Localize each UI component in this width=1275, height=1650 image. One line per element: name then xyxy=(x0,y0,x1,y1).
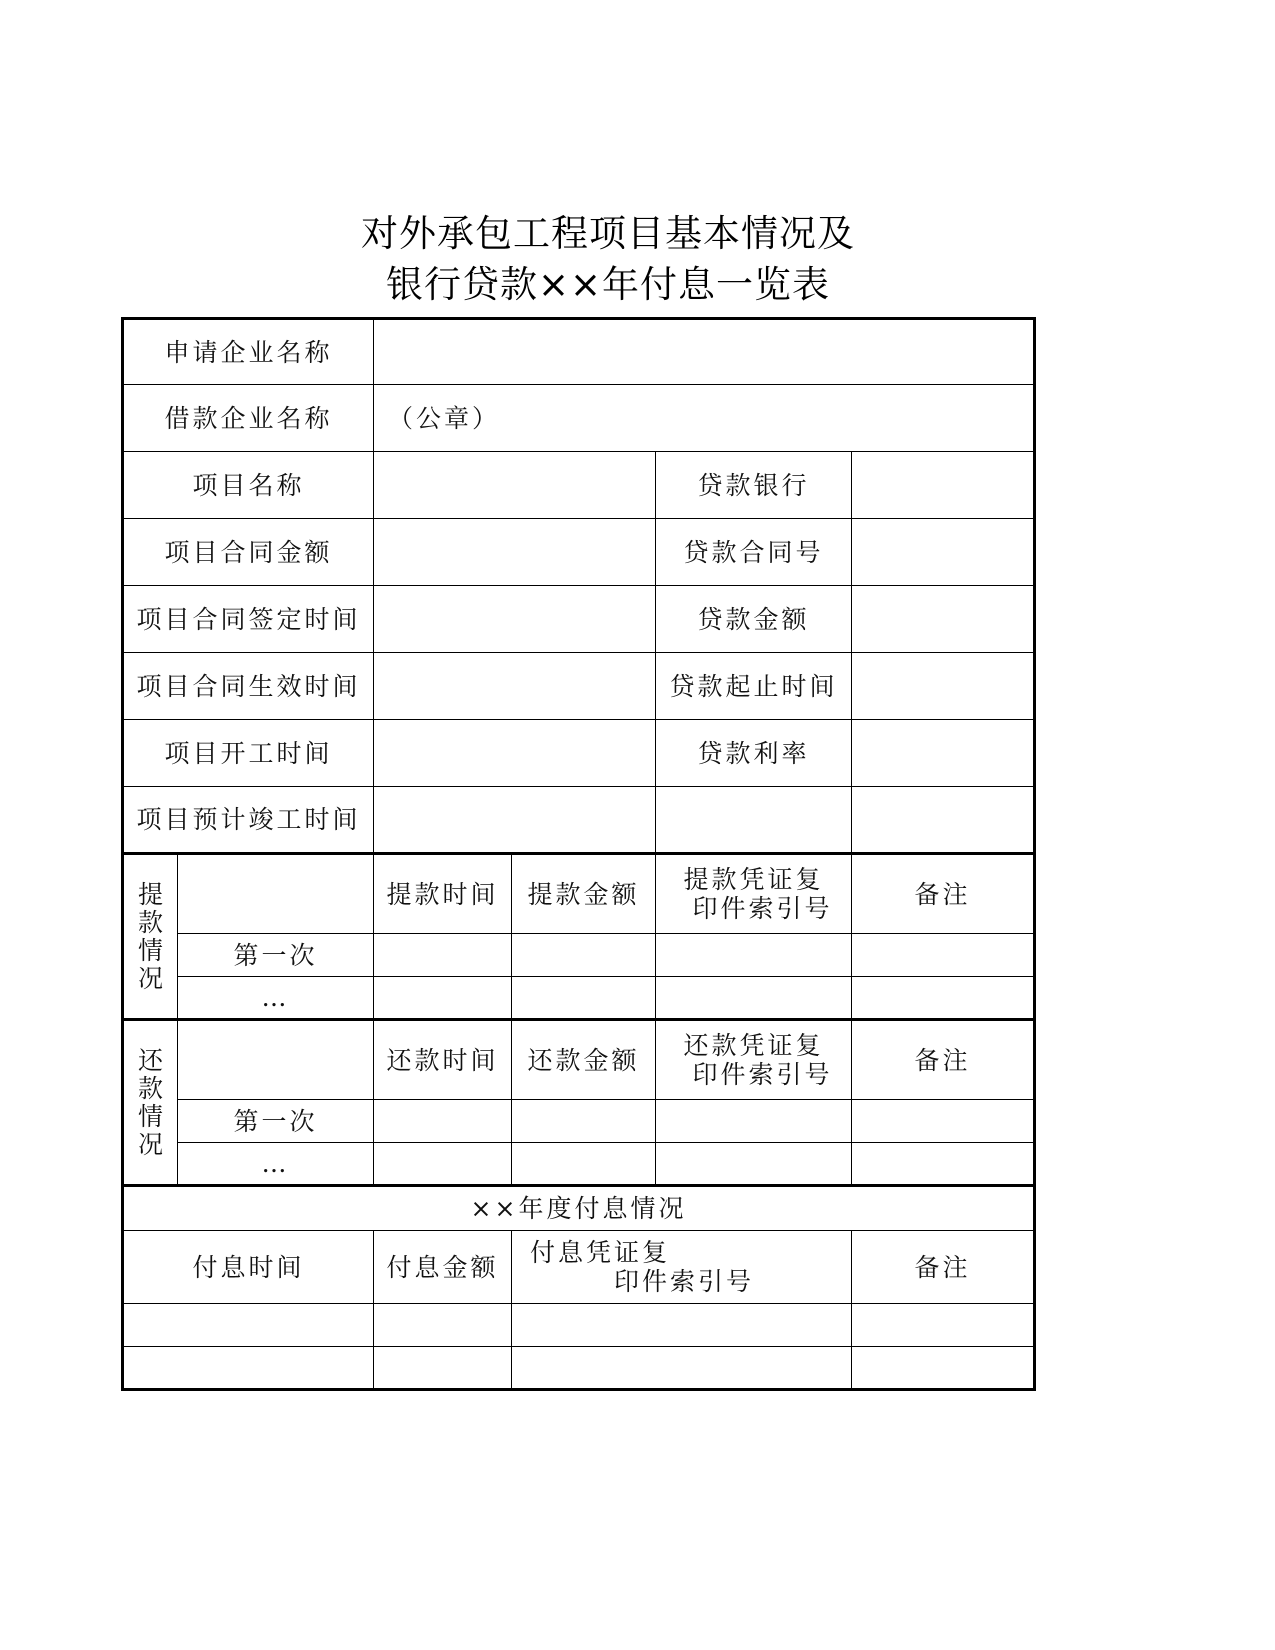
repayment-row-1-label: 第一次 xyxy=(178,1100,374,1143)
withdrawal-row-1-time[interactable] xyxy=(374,934,512,977)
repayment-row-1-amount[interactable] xyxy=(512,1100,656,1143)
withdrawal-section-label: 提款情况 xyxy=(123,854,178,1020)
loan-period-label: 贷款起止时间 xyxy=(656,653,852,720)
applicant-row xyxy=(123,319,1035,385)
withdrawal-row-2-label: … xyxy=(178,977,374,1020)
completion-label: 项目预计竣工时间 xyxy=(123,787,374,854)
repayment-voucher-header: 还款凭证复 印件索引号 xyxy=(656,1020,852,1100)
loan-period-field[interactable] xyxy=(852,653,1035,720)
withdrawal-row-1-voucher[interactable] xyxy=(656,934,852,977)
interest-row-2-voucher[interactable] xyxy=(512,1347,852,1390)
withdrawal-row-2-voucher[interactable] xyxy=(656,977,852,1020)
repayment-row-1 xyxy=(123,1100,1035,1143)
form-title-line-1: 对外承包工程项目基本情况及 xyxy=(361,212,855,255)
project-name-field[interactable] xyxy=(374,452,656,519)
repayment-row-2-remark[interactable] xyxy=(852,1143,1035,1186)
withdrawal-row-2-time[interactable] xyxy=(374,977,512,1020)
interest-voucher-header: 付息凭证复 印件索引号 xyxy=(512,1231,852,1304)
interest-time-header: 付息时间 xyxy=(123,1231,374,1304)
interest-remark-header: 备注 xyxy=(852,1231,1035,1304)
interest-title-row xyxy=(123,1186,1035,1231)
loan-bank-field[interactable] xyxy=(852,452,1035,519)
repayment-row-2 xyxy=(123,1143,1035,1186)
withdrawal-row-1 xyxy=(123,934,1035,977)
repayment-amount-header: 还款金额 xyxy=(512,1020,656,1100)
repayment-row-1-remark[interactable] xyxy=(852,1100,1035,1143)
loan-interest-form xyxy=(121,317,1036,1391)
applicant-label: 申请企业名称 xyxy=(123,319,374,385)
contract-amount-label: 项目合同金额 xyxy=(123,519,374,586)
interest-row-2 xyxy=(123,1347,1035,1390)
interest-row-1-amount[interactable] xyxy=(374,1304,512,1347)
contract-amount-row xyxy=(123,519,1035,586)
repayment-row-1-voucher[interactable] xyxy=(656,1100,852,1143)
repayment-row-2-amount[interactable] xyxy=(512,1143,656,1186)
project-name-row xyxy=(123,452,1035,519)
repayment-remark-header: 备注 xyxy=(852,1020,1035,1100)
withdrawal-blank-header xyxy=(178,854,374,934)
borrower-row xyxy=(123,385,1035,452)
project-name-label: 项目名称 xyxy=(123,452,374,519)
contract-signed-row xyxy=(123,586,1035,653)
applicant-value-field[interactable] xyxy=(374,319,1035,385)
contract-effective-label: 项目合同生效时间 xyxy=(123,653,374,720)
contract-effective-field[interactable] xyxy=(374,653,656,720)
withdrawal-row-1-label: 第一次 xyxy=(178,934,374,977)
contract-signed-field[interactable] xyxy=(374,586,656,653)
withdrawal-amount-header: 提款金额 xyxy=(512,854,656,934)
repayment-time-header: 还款时间 xyxy=(374,1020,512,1100)
loan-amount-label: 贷款金额 xyxy=(656,586,852,653)
interest-section-title: ××年度付息情况 xyxy=(123,1186,1035,1231)
withdrawal-remark-header: 备注 xyxy=(852,854,1035,934)
repayment-blank-header xyxy=(178,1020,374,1100)
repayment-row-2-label: … xyxy=(178,1143,374,1186)
withdrawal-row-2 xyxy=(123,977,1035,1020)
interest-row-2-time[interactable] xyxy=(123,1347,374,1390)
interest-amount-header: 付息金额 xyxy=(374,1231,512,1304)
contract-effective-row xyxy=(123,653,1035,720)
start-time-row xyxy=(123,720,1035,787)
loan-bank-label: 贷款银行 xyxy=(656,452,852,519)
withdrawal-header-row xyxy=(123,854,1035,934)
interest-row-2-amount[interactable] xyxy=(374,1347,512,1390)
withdrawal-row-2-remark[interactable] xyxy=(852,977,1035,1020)
loan-contract-no-field[interactable] xyxy=(852,519,1035,586)
loan-rate-label: 贷款利率 xyxy=(656,720,852,787)
form-title-line-2: 银行贷款××年付息一览表 xyxy=(385,263,830,306)
repayment-header-row xyxy=(123,1020,1035,1100)
withdrawal-row-1-amount[interactable] xyxy=(512,934,656,977)
interest-row-1-time[interactable] xyxy=(123,1304,374,1347)
withdrawal-row-2-amount[interactable] xyxy=(512,977,656,1020)
interest-row-1-remark[interactable] xyxy=(852,1304,1035,1347)
start-time-field[interactable] xyxy=(374,720,656,787)
repayment-row-2-voucher[interactable] xyxy=(656,1143,852,1186)
borrower-value-field[interactable]: （公章） xyxy=(374,385,1035,452)
loan-amount-field[interactable] xyxy=(852,586,1035,653)
repayment-section-label: 还款情况 xyxy=(123,1020,178,1186)
withdrawal-voucher-header: 提款凭证复 印件索引号 xyxy=(656,854,852,934)
completion-field[interactable] xyxy=(374,787,656,854)
contract-amount-field[interactable] xyxy=(374,519,656,586)
withdrawal-time-header: 提款时间 xyxy=(374,854,512,934)
contract-signed-label: 项目合同签定时间 xyxy=(123,586,374,653)
repayment-row-1-time[interactable] xyxy=(374,1100,512,1143)
completion-row xyxy=(123,787,1035,854)
start-time-label: 项目开工时间 xyxy=(123,720,374,787)
interest-row-2-remark[interactable] xyxy=(852,1347,1035,1390)
completion-extra-field-2[interactable] xyxy=(852,787,1035,854)
interest-row-1 xyxy=(123,1304,1035,1347)
loan-contract-no-label: 贷款合同号 xyxy=(656,519,852,586)
loan-rate-field[interactable] xyxy=(852,720,1035,787)
interest-header-row xyxy=(123,1231,1035,1304)
repayment-row-2-time[interactable] xyxy=(374,1143,512,1186)
withdrawal-row-1-remark[interactable] xyxy=(852,934,1035,977)
interest-row-1-voucher[interactable] xyxy=(512,1304,852,1347)
completion-extra-field-1[interactable] xyxy=(656,787,852,854)
borrower-label: 借款企业名称 xyxy=(123,385,374,452)
